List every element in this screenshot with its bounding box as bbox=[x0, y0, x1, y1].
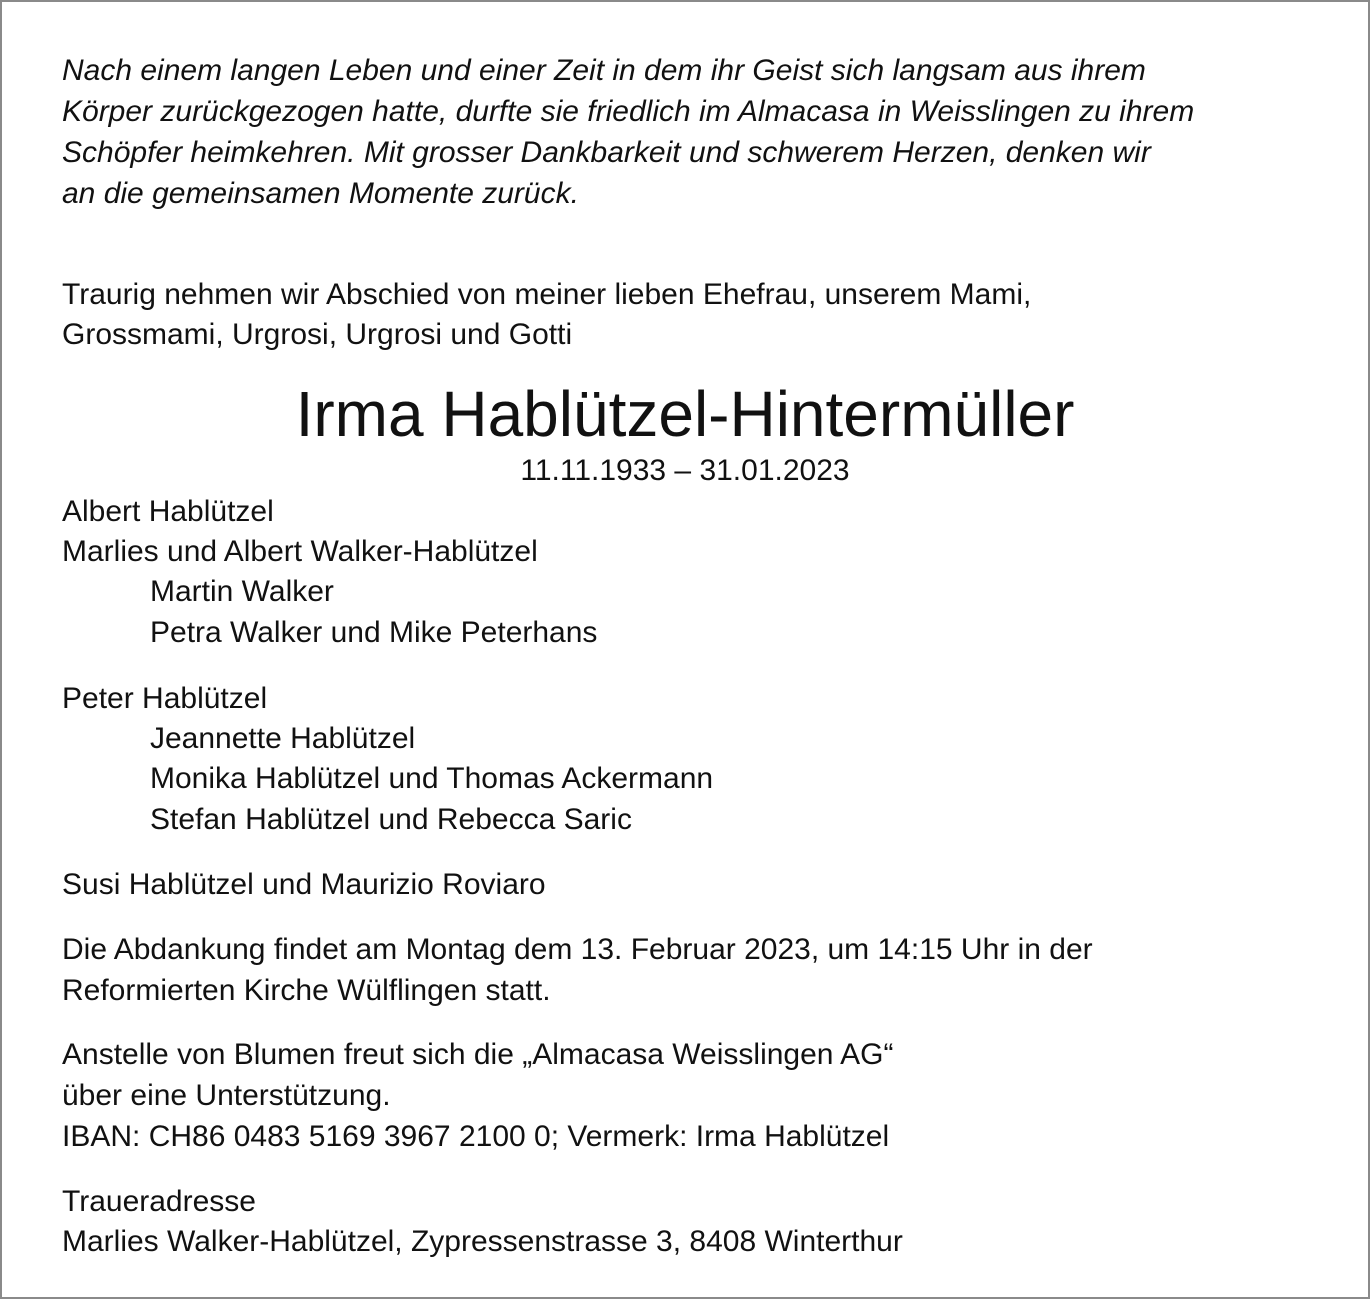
donation-line-2: über eine Unterstützung. bbox=[62, 1079, 391, 1112]
mourner-name: Susi Hablützel und Maurizio Roviaro bbox=[62, 868, 546, 901]
announcement-line-2: Grossmami, Urgrosi, Urgrosi und Gotti bbox=[62, 318, 573, 351]
service-line-2: Reformierten Kirche Wülflingen statt. bbox=[62, 974, 551, 1007]
announcement-line-1: Traurig nehmen wir Abschied von meiner lieben Ehefrau, unserem Mami, bbox=[62, 278, 1032, 311]
mourner-name: Stefan Hablützel und Rebecca Saric bbox=[150, 803, 632, 836]
donation-iban: IBAN: CH86 0483 5169 3967 2100 0; Vermerk: Irma Hablützel bbox=[62, 1120, 890, 1153]
service-line-1: Die Abdankung findet am Montag dem 13. Februar 2023, um 14:15 Uhr in der bbox=[62, 933, 1093, 966]
address-value: Marlies Walker-Hablützel, Zypressenstrasse 3, 8408 Winterthur bbox=[62, 1225, 903, 1258]
mourner-name: Albert Hablützel bbox=[62, 495, 274, 528]
deceased-dates: 11.11.1933 – 31.01.2023 bbox=[520, 454, 850, 487]
mourner-name: Monika Hablützel und Thomas Ackermann bbox=[150, 762, 714, 795]
intro-line-1: Nach einem langen Leben und einer Zeit in dem ihr Geist sich langsam aus ihrem bbox=[62, 54, 1146, 87]
donation-line-1: Anstelle von Blumen freut sich die „Almacasa Weisslingen AG“ bbox=[62, 1038, 894, 1071]
deceased-name: Irma Hablützel-Hintermüller bbox=[295, 378, 1075, 450]
mourner-name: Jeannette Hablützel bbox=[150, 722, 416, 755]
intro-line-3: Schöpfer heimkehren. Mit grosser Dankbarkeit und schwerem Herzen, denken wir bbox=[62, 136, 1151, 169]
intro-line-4: an die gemeinsamen Momente zurück. bbox=[62, 177, 579, 210]
mourner-name: Marlies und Albert Walker-Hablützel bbox=[62, 535, 538, 568]
mourner-name: Peter Hablützel bbox=[62, 682, 268, 715]
mourner-name: Petra Walker und Mike Peterhans bbox=[150, 616, 598, 649]
mourner-name: Martin Walker bbox=[150, 575, 334, 608]
address-label: Traueradresse bbox=[62, 1185, 256, 1218]
intro-line-2: Körper zurückgezogen hatte, durfte sie friedlich im Almacasa in Weisslingen zu ihrem bbox=[62, 95, 1195, 128]
